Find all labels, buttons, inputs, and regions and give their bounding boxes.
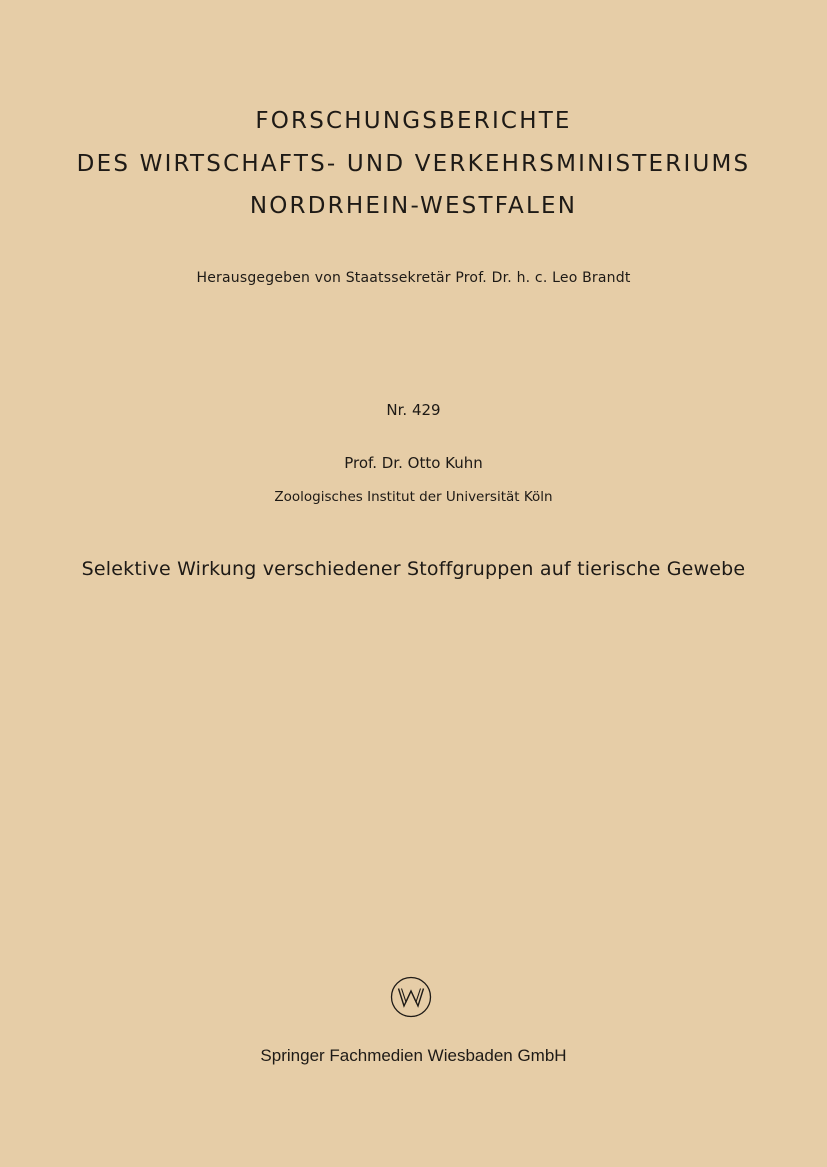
series-title-line-3: NORDRHEIN-WESTFALEN [249,193,578,219]
series-title-line-1: FORSCHUNGSBERICHTE [255,108,572,134]
series-title-line-2: DES WIRTSCHAFTS- UND VERKEHRSMINISTERIUMS [76,151,751,177]
book-title: Selektive Wirkung verschiedener Stoffgruppen auf tierische Gewebe [81,558,746,580]
publisher-name: Springer Fachmedien Wiesbaden GmbH [260,1046,567,1065]
publisher-logo-icon [390,976,432,1018]
author-name: Prof. Dr. Otto Kuhn [344,454,483,472]
report-number: Nr. 429 [386,401,441,419]
author-institute: Zoologisches Institut der Universität Köln [274,489,553,505]
editor-credit: Herausgegeben von Staatssekretär Prof. Dr. h. c. Leo Brandt [196,270,631,286]
